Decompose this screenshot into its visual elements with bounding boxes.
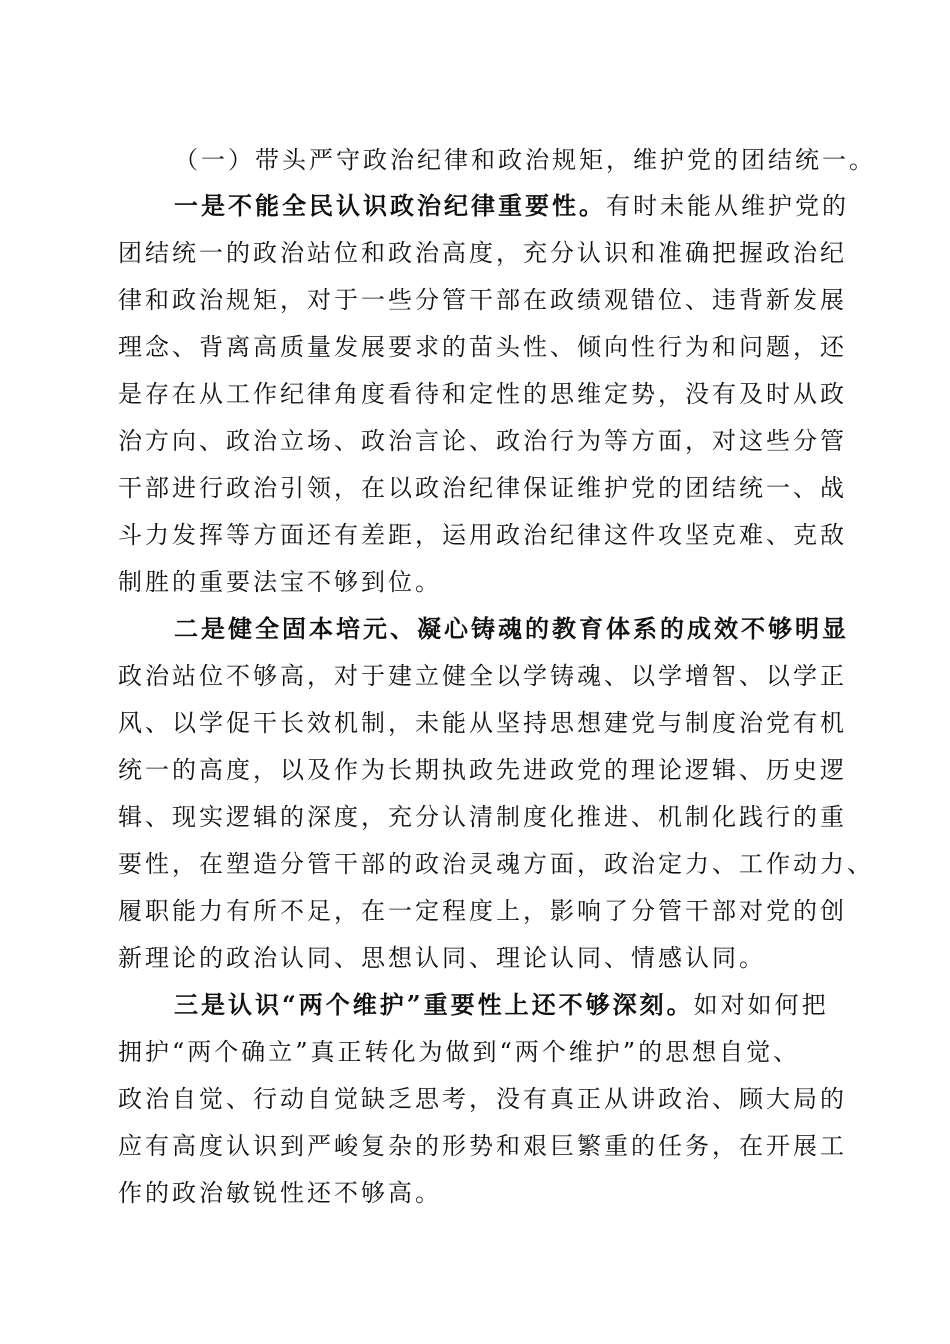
- point1-line-8: 制胜的重要法宝不够到位。: [118, 568, 442, 596]
- point3-line-0: 如对如何把: [693, 991, 829, 1019]
- point1-line-1: 团结统一的政治站位和政治高度，充分认识和准确把握政治纪: [118, 239, 847, 267]
- point3-line-1: 拥护“两个确立”真正转化为做到“两个维护”的思想自觉、: [118, 1038, 801, 1066]
- point2-line-3: 辑、现实逻辑的深度，充分认清制度化推进、机制化践行的重: [118, 803, 847, 831]
- point1-line-2: 律和政治规矩，对于一些分管干部在政绩观错位、违背新发展: [118, 286, 847, 314]
- point2-lead: 二是健全固本培元、凝心铸魂的教育体系的成效不够明显: [174, 614, 849, 643]
- point1-line-0: 有时未能从维护党的: [606, 192, 849, 220]
- point1-line-3: 理念、背离高质量发展要求的苗头性、倾向性行为和问题，还: [118, 333, 847, 361]
- point2-line-1: 风、以学促干长效机制，未能从坚持思想建党与制度治党有机: [118, 709, 847, 737]
- point2-line-2: 统一的高度，以及作为长期执政先进政党的理论逻辑、历史逻: [118, 756, 847, 784]
- point2-line-0: 政治站位不够高，对于建立健全以学铸魂、以学增智、以学正: [118, 662, 847, 690]
- point3-lead: 三是认识“两个维护”重要性上还不够深刻。: [174, 990, 694, 1019]
- point1-first-line: [174, 189, 849, 223]
- point1-line-7: 斗力发挥等方面还有差距，运用政治纪律这件攻坚克难、克敌: [118, 521, 847, 549]
- section-heading: （一）带头严守政治纪律和政治规矩，维护党的团结统一。: [174, 146, 876, 174]
- point3-first-line: [174, 988, 829, 1022]
- point3-line-3: 应有高度认识到严峻复杂的形势和艰巨繁重的任务，在开展工: [118, 1132, 847, 1160]
- point2-line-6: 新理论的政治认同、思想认同、理论认同、情感认同。: [118, 944, 766, 972]
- point3-line-2: 政治自觉、行动自觉缺乏思考，没有真正从讲政治、顾大局的: [118, 1085, 847, 1113]
- point2-line-4: 要性，在塑造分管干部的政治灵魂方面，政治定力、工作动力、: [118, 850, 874, 878]
- point1-lead: 一是不能全民认识政治纪律重要性。: [174, 191, 606, 220]
- point1-line-5: 治方向、政治立场、政治言论、政治行为等方面，对这些分管: [118, 427, 847, 455]
- point2-line-5: 履职能力有所不足，在一定程度上，影响了分管干部对党的创: [118, 897, 847, 925]
- point1-line-4: 是存在从工作纪律角度看待和定性的思维定势，没有及时从政: [118, 380, 847, 408]
- point3-line-4: 作的政治敏锐性还不够高。: [118, 1179, 442, 1207]
- point1-line-6: 干部进行政治引领，在以政治纪律保证维护党的团结统一、战: [118, 474, 847, 502]
